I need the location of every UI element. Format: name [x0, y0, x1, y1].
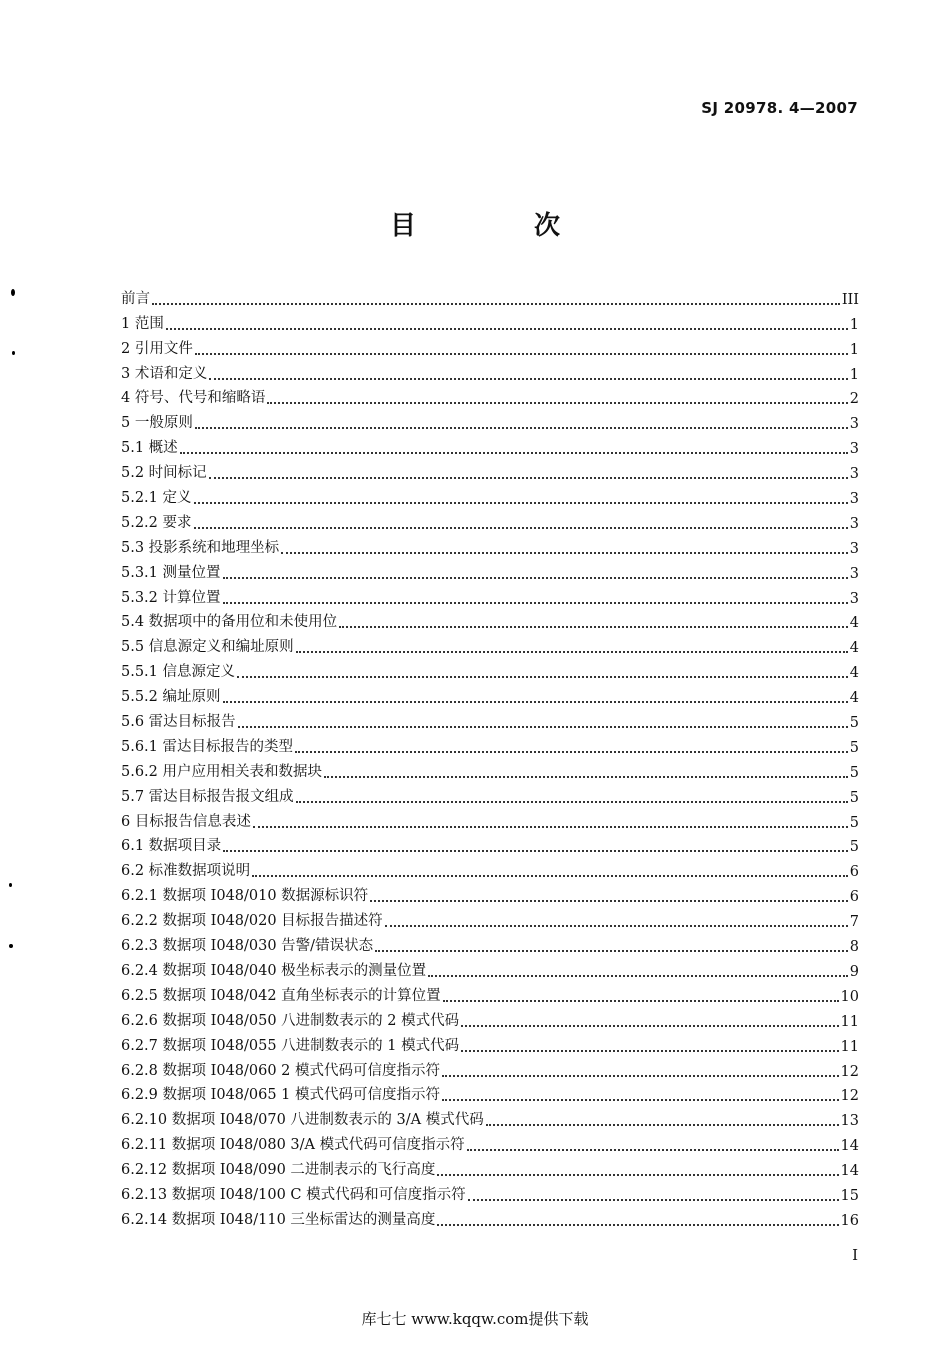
toc-entry[interactable]	[121, 507, 859, 532]
toc-entry[interactable]	[121, 1055, 859, 1080]
toc-entry-label: 6.2.3 数据项 I048/030 告警/错误状态	[121, 938, 374, 955]
toc-entry-page: 2	[849, 391, 859, 408]
toc-entry-page: 4	[849, 615, 859, 632]
toc-leader-dots	[223, 701, 848, 703]
toc-leader-dots	[443, 1000, 839, 1002]
toc-entry-label: 6 目标报告信息表述	[121, 813, 251, 830]
toc-leader-dots	[209, 477, 848, 479]
toc-entry-page: 5	[849, 739, 859, 756]
toc-entry-label: 5.5.2 编址原则	[121, 689, 221, 706]
toc-leader-dots	[195, 353, 848, 355]
toc-entry[interactable]	[121, 1129, 859, 1154]
toc-entry-label: 3 术语和定义	[121, 365, 208, 382]
toc-entry[interactable]	[121, 407, 859, 432]
toc-entry-page: 13	[840, 1113, 859, 1130]
toc-entry-page: 15	[840, 1187, 859, 1204]
toc-entry[interactable]	[121, 1154, 859, 1179]
toc-entry[interactable]	[121, 333, 859, 358]
toc-entry-label: 6.2.8 数据项 I048/060 2 模式代码可信度指示符	[121, 1062, 441, 1079]
toc-entry[interactable]	[121, 731, 859, 756]
toc-entry-label: 5.3.2 计算位置	[121, 589, 221, 606]
toc-entry-label: 5.7 雷达目标报告报文组成	[121, 788, 294, 805]
toc-leader-dots	[238, 726, 848, 728]
toc-entry-page: 14	[840, 1163, 859, 1180]
toc-entry-page: 3	[849, 491, 859, 508]
toc-entry-page: 3	[849, 515, 859, 532]
toc-entry[interactable]	[121, 1179, 859, 1204]
toc-entry-label: 6.2.11 数据项 I048/080 3/A 模式代码可信度指示符	[121, 1137, 465, 1154]
scan-speck	[9, 944, 13, 948]
toc-entry-label: 5.2.1 定义	[121, 490, 192, 507]
toc-entry-page: 1	[849, 341, 859, 358]
toc-entry-label: 6.2.4 数据项 I048/040 极坐标表示的测量位置	[121, 962, 427, 979]
toc-leader-dots	[152, 303, 840, 305]
toc-entry-label: 5.6 雷达目标报告	[121, 714, 236, 731]
toc-leader-dots	[461, 1025, 838, 1027]
toc-entry[interactable]	[121, 582, 859, 607]
toc-entry[interactable]	[121, 880, 859, 905]
toc-entry-page: 16	[840, 1212, 859, 1229]
toc-leader-dots	[324, 776, 848, 778]
toc-leader-dots	[461, 1050, 838, 1052]
toc-entry-page: 10	[840, 988, 859, 1005]
page-title: 目 次	[389, 211, 606, 241]
toc-entry-label: 2 引用文件	[121, 340, 193, 357]
toc-entry-label: 1 范围	[121, 315, 164, 332]
toc-entry-page: 11	[840, 1013, 859, 1030]
toc-entry[interactable]	[121, 631, 859, 656]
toc-entry-label: 5 一般原则	[121, 415, 193, 432]
document-code: SJ 20978. 4—2007	[701, 99, 858, 117]
toc-entry[interactable]	[121, 855, 859, 880]
toc-leader-dots	[468, 1199, 839, 1201]
toc-leader-dots	[237, 676, 848, 678]
toc-entry[interactable]	[121, 532, 859, 557]
toc-entry[interactable]	[121, 457, 859, 482]
toc-entry-label: 6.2.10 数据项 I048/070 八进制数表示的 3/A 模式代码	[121, 1112, 484, 1129]
toc-entry-label: 5.3.1 测量位置	[121, 564, 221, 581]
toc-entry-page: 12	[840, 1063, 859, 1080]
toc-leader-dots	[267, 402, 847, 404]
toc-leader-dots	[375, 950, 848, 952]
table-of-contents	[121, 283, 859, 1229]
toc-entry-label: 6.2 标准数据项说明	[121, 863, 251, 880]
toc-leader-dots	[467, 1149, 839, 1151]
toc-leader-dots	[370, 900, 848, 902]
toc-entry[interactable]	[121, 1104, 859, 1129]
toc-entry-page: 3	[849, 540, 859, 557]
toc-entry-page: 4	[849, 690, 859, 707]
toc-entry[interactable]	[121, 656, 859, 681]
toc-entry-label: 6.1 数据项目录	[121, 838, 222, 855]
toc-leader-dots	[252, 875, 848, 877]
toc-entry-label: 5.1 概述	[121, 440, 178, 457]
toc-entry[interactable]	[121, 706, 859, 731]
toc-entry-label: 6.2.9 数据项 I048/065 1 模式代码可信度指示符	[121, 1087, 441, 1104]
toc-entry-page: 14	[840, 1138, 859, 1155]
toc-entry-label: 6.2.5 数据项 I048/042 直角坐标表示的计算位置	[121, 987, 441, 1004]
toc-entry-page: 12	[840, 1088, 859, 1105]
toc-entry[interactable]	[121, 806, 859, 831]
toc-entry[interactable]	[121, 482, 859, 507]
toc-entry[interactable]	[121, 432, 859, 457]
toc-entry-label: 6.2.2 数据项 I048/020 目标报告描述符	[121, 913, 383, 930]
scan-speck	[12, 351, 15, 355]
scan-speck	[9, 883, 12, 887]
toc-leader-dots	[295, 751, 848, 753]
toc-entry-label: 5.2 时间标记	[121, 465, 207, 482]
toc-entry[interactable]	[121, 955, 859, 980]
toc-leader-dots	[194, 527, 848, 529]
toc-entry-label: 5.3 投影系统和地理坐标	[121, 539, 280, 556]
toc-entry[interactable]	[121, 308, 859, 333]
toc-entry-page: III	[841, 291, 859, 308]
toc-entry-label: 6.2.6 数据项 I048/050 八进制数表示的 2 模式代码	[121, 1012, 460, 1029]
toc-entry[interactable]	[121, 781, 859, 806]
toc-entry-page: 1	[849, 366, 859, 383]
toc-entry[interactable]	[121, 905, 859, 930]
toc-entry-page: 3	[849, 441, 859, 458]
toc-entry-page: 5	[849, 715, 859, 732]
toc-leader-dots	[442, 1075, 839, 1077]
toc-leader-dots	[486, 1124, 839, 1126]
toc-entry-page: 6	[849, 864, 859, 881]
toc-entry-page: 8	[849, 939, 859, 956]
toc-entry-label: 6.2.14 数据项 I048/110 三坐标雷达的测量高度	[121, 1211, 436, 1228]
toc-leader-dots	[253, 826, 848, 828]
toc-leader-dots	[339, 626, 848, 628]
toc-entry-label: 6.2.7 数据项 I048/055 八进制数表示的 1 模式代码	[121, 1037, 460, 1054]
scan-speck	[11, 289, 15, 296]
toc-entry-page: 7	[849, 914, 859, 931]
toc-leader-dots	[437, 1174, 838, 1176]
toc-leader-dots	[209, 378, 847, 380]
toc-leader-dots	[437, 1224, 838, 1226]
toc-leader-dots	[166, 328, 848, 330]
toc-entry-label: 6.2.1 数据项 I048/010 数据源标识符	[121, 888, 369, 905]
toc-entry-page: 4	[849, 640, 859, 657]
toc-leader-dots	[195, 427, 848, 429]
toc-entry-label: 6.2.12 数据项 I048/090 二进制表示的飞行高度	[121, 1162, 436, 1179]
toc-leader-dots	[223, 602, 848, 604]
toc-leader-dots	[281, 552, 848, 554]
toc-entry-label: 6.2.13 数据项 I048/100 C 模式代码和可信度指示符	[121, 1186, 466, 1203]
toc-entry[interactable]	[121, 980, 859, 1005]
toc-entry-label: 5.4 数据项中的备用位和未使用位	[121, 614, 338, 631]
toc-entry-label: 5.6.1 雷达目标报告的类型	[121, 738, 294, 755]
toc-entry-page: 3	[849, 590, 859, 607]
toc-entry[interactable]	[121, 756, 859, 781]
toc-entry[interactable]	[121, 358, 859, 383]
toc-entry-page: 3	[849, 565, 859, 582]
toc-entry-page: 5	[849, 814, 859, 831]
toc-entry[interactable]	[121, 930, 859, 955]
toc-leader-dots	[180, 452, 848, 454]
toc-leader-dots	[223, 577, 848, 579]
toc-entry-label: 前言	[121, 290, 150, 307]
toc-entry-label: 5.6.2 用户应用相关表和数据块	[121, 763, 323, 780]
footer-watermark: 库七七 www.kqqw.com提供下载	[361, 1310, 589, 1328]
toc-entry-page: 6	[849, 889, 859, 906]
toc-entry[interactable]	[121, 681, 859, 706]
toc-entry-label: 5.5.1 信息源定义	[121, 664, 236, 681]
toc-entry-page: 9	[849, 963, 859, 980]
toc-entry-page: 4	[849, 665, 859, 682]
toc-entry[interactable]	[121, 607, 859, 632]
toc-leader-dots	[428, 975, 848, 977]
toc-leader-dots	[385, 925, 848, 927]
toc-entry-page: 11	[840, 1038, 859, 1055]
toc-entry-page: 5	[849, 839, 859, 856]
toc-entry[interactable]	[121, 283, 859, 308]
toc-entry-page: 5	[849, 764, 859, 781]
toc-entry[interactable]	[121, 383, 859, 408]
toc-entry[interactable]	[121, 1030, 859, 1055]
toc-entry[interactable]	[121, 1204, 859, 1229]
toc-leader-dots	[194, 502, 848, 504]
toc-entry-page: 3	[849, 416, 859, 433]
toc-entry-label: 5.5 信息源定义和编址原则	[121, 639, 294, 656]
toc-entry-page: 1	[849, 316, 859, 333]
toc-entry[interactable]	[121, 557, 859, 582]
toc-entry-page: 5	[849, 789, 859, 806]
toc-entry-page: 3	[849, 466, 859, 483]
toc-leader-dots	[223, 850, 848, 852]
page-number: I	[852, 1246, 858, 1264]
toc-leader-dots	[296, 651, 848, 653]
toc-entry[interactable]	[121, 1005, 859, 1030]
toc-entry[interactable]	[121, 1080, 859, 1105]
toc-entry[interactable]	[121, 831, 859, 856]
toc-leader-dots	[442, 1099, 839, 1101]
toc-entry-label: 4 符号、代号和缩略语	[121, 390, 266, 407]
toc-leader-dots	[296, 801, 848, 803]
toc-entry-label: 5.2.2 要求	[121, 514, 192, 531]
